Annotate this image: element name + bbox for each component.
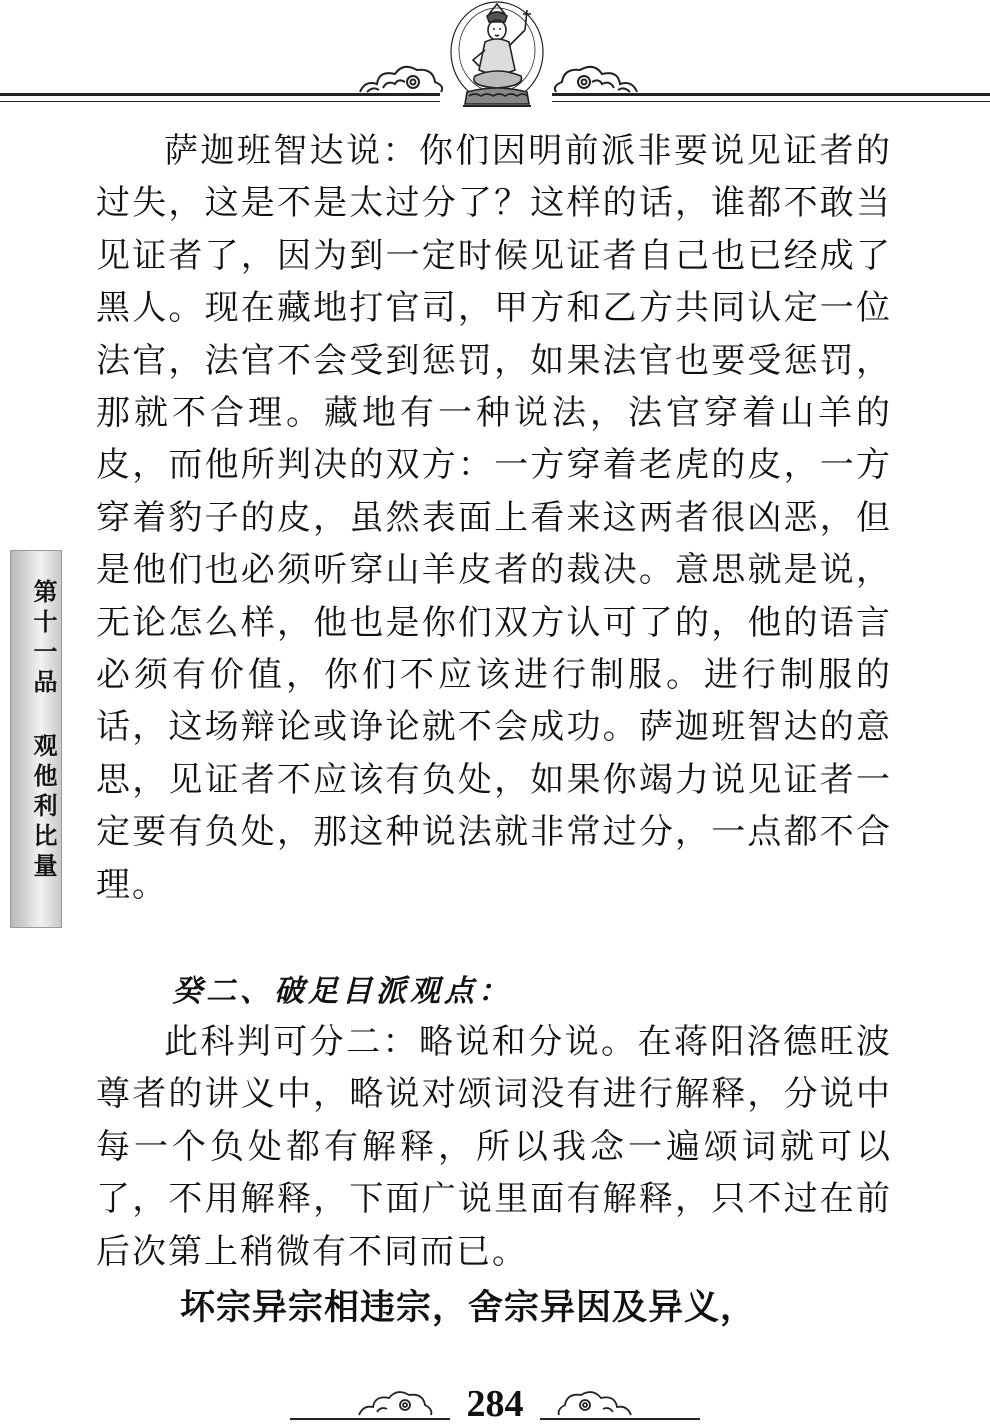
body-paragraph: 此科判可分二：略说和分说。在蒋阳洛德旺波尊者的讲义中，略说对颂词没有进行解释，分说中每一个负处都有解释，所以我念一遍颂词就可以了，不用解释，下面广说里面有解释，只不过在前后次第上稍微有不同而已。 (96, 1022, 892, 1272)
cloud-ornament-icon (552, 58, 642, 98)
header-rule-right-bottom (552, 101, 990, 102)
cloud-ornament-icon (355, 58, 445, 98)
body-paragraph: 萨迦班智达说：你们因明前派非要说见证者的过失，这是不是太过分了？这样的话，谁都不敢当见证者了，因为到一定时候见证者自己也已经成了黑人。现在藏地打官司，甲方和乙方共同认定一位法官，法官不会受到惩罚，如果法官也要受惩罚，那就不合理。藏地有一种说法，法官穿着山羊的皮，而他所判决的双方：一方穿着老虎的皮，一方穿着豹子的皮，虽然表面上看来这两者很凶恶，但是他们也必须听穿山羊皮者的裁决。意思就是说，无论怎么样，他也是你们双方认可了的，他的语言必须有价值，你们不应该进行制服。进行制服的话，这场辩论或诤论就不会成功。萨迦班智达的意思，见证者不应该有负处，如果你竭力说见证者一定要有负处，那这种说法就非常过分，一点都不合理。 (96, 131, 892, 905)
header-rule-left-bottom (0, 101, 440, 102)
page-number: 284 (466, 1383, 524, 1425)
section-heading: 癸二、破足目派观点： (172, 974, 512, 1009)
chapter-side-tab (10, 550, 62, 928)
verse-line: 坏宗异宗相违宗，舍宗异因及异义， (180, 1288, 757, 1328)
deity-figure-icon (445, 0, 549, 112)
chapter-side-tab-label: 第十一品 观他利比量 (29, 579, 57, 883)
